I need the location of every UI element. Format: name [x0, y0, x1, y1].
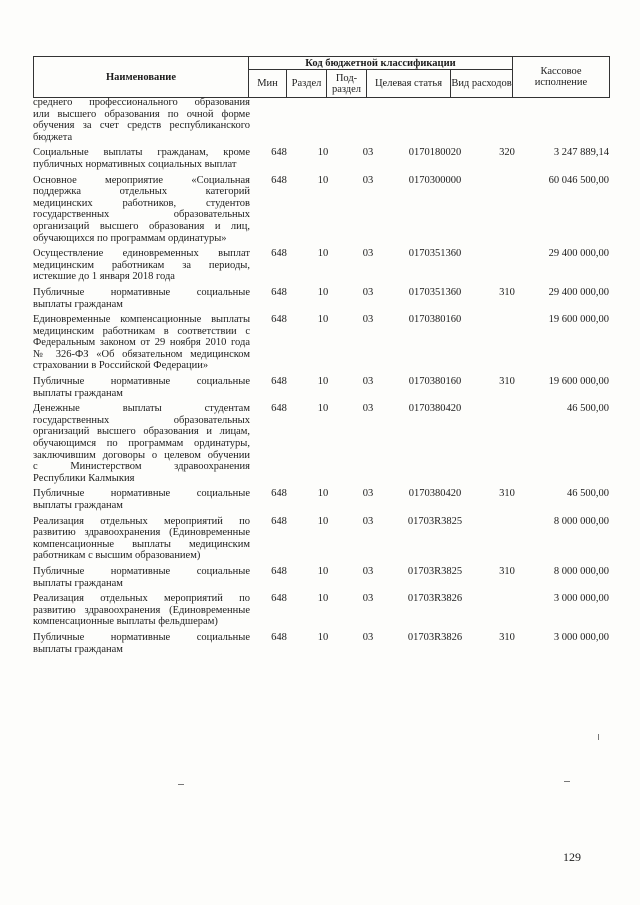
- row-name-line: компенсационные выплаты медицинским: [33, 538, 250, 550]
- table-row: [33, 97, 609, 143]
- row-section: 10: [317, 488, 329, 500]
- row-target-article: 0170380420: [408, 488, 462, 500]
- scan-speck: [178, 784, 184, 785]
- row-name-line: среднего профессионального образования: [33, 97, 250, 108]
- row-min: 648: [271, 286, 287, 298]
- row-name-line: заключившим договоры о целевом обучении: [33, 449, 250, 461]
- row-amount: 3 000 000,00: [553, 593, 609, 605]
- row-target-article: 0170180020: [408, 147, 462, 159]
- row-section: 10: [317, 376, 329, 388]
- row-min: 648: [271, 631, 287, 643]
- row-target-article: 0170380160: [408, 376, 462, 388]
- scan-speck: [598, 734, 599, 740]
- row-min: 648: [271, 593, 287, 605]
- row-min: 648: [271, 314, 287, 326]
- row-name-line: выплаты гражданам: [33, 577, 123, 589]
- row-section: 10: [317, 147, 329, 159]
- row-target-article: 01703R3826: [407, 631, 463, 643]
- row-name-line: обучающимся по программам ординатуры,: [33, 438, 250, 450]
- row-name-line: Единовременные компенсационные выплаты: [33, 314, 250, 326]
- page-number: 129: [563, 850, 581, 864]
- row-section: 10: [317, 174, 329, 186]
- row-target-article: 01703R3826: [407, 593, 463, 605]
- row-subsection: 03: [362, 248, 374, 260]
- row-subsection: 03: [362, 174, 374, 186]
- row-name-line: медицинским работникам за периоды,: [33, 259, 250, 271]
- row-name-line: государственных образовательных: [33, 414, 250, 426]
- row-name-line: Реализация отдельных мероприятий по: [33, 593, 250, 605]
- row-target-article: 0170351360: [408, 248, 462, 260]
- row-name: [33, 248, 250, 283]
- row-name-line: организаций высшего образования и лиц,: [33, 220, 250, 232]
- row-section: 10: [317, 286, 329, 298]
- row-name-line: публичных нормативных социальных выплат: [33, 158, 237, 170]
- row-amount: 3 247 889,14: [553, 147, 609, 159]
- row-name-line: государственных образовательных: [33, 209, 250, 221]
- row-name: [33, 175, 250, 245]
- row-min: 648: [271, 403, 287, 415]
- row-name-line: выплаты гражданам: [33, 643, 123, 655]
- row-amount: 46 500,00: [567, 488, 609, 500]
- row-name-line: медицинским работникам в соответствии с: [33, 325, 250, 337]
- row-target-article: 01703R3825: [407, 565, 463, 577]
- row-subsection: 03: [362, 403, 374, 415]
- column-header-min: Мин: [249, 70, 287, 98]
- row-amount: 8 000 000,00: [553, 515, 609, 527]
- row-name-line: с Министерством здравоохранения: [33, 461, 250, 473]
- row-target-article: 0170380420: [408, 403, 462, 415]
- row-name-line: компенсационные выплаты фельдшерам): [33, 616, 218, 628]
- row-name-line: Денежные выплаты студентам: [33, 403, 250, 415]
- row-name-line: № 326-ФЗ «Об обязательном медицинском: [33, 348, 250, 360]
- table-row: [33, 632, 609, 655]
- table-row: [33, 376, 609, 399]
- row-subsection: 03: [362, 286, 374, 298]
- row-target-article: 0170351360: [408, 286, 462, 298]
- row-name-line: Основное мероприятие «Социальная: [33, 174, 250, 186]
- row-target-article: 0170380160: [408, 314, 462, 326]
- row-name: [33, 516, 250, 562]
- row-subsection: 03: [362, 147, 374, 159]
- row-expense-type: 310: [499, 565, 515, 577]
- column-group-budget-code: Код бюджетной классификации: [249, 57, 513, 70]
- row-section: 10: [317, 403, 329, 415]
- row-min: 648: [271, 248, 287, 260]
- row-min: 648: [271, 174, 287, 186]
- row-name-line: Республики Калмыкия: [33, 472, 135, 484]
- table-row: [33, 248, 609, 283]
- row-expense-type: 310: [499, 488, 515, 500]
- row-expense-type: 310: [499, 376, 515, 388]
- row-name-line: медицинских работников, студентов: [33, 197, 250, 209]
- row-name-line: обучения за счет средств республиканского: [33, 120, 250, 132]
- row-name-line: Социальные выплаты гражданам, кроме: [33, 147, 250, 159]
- row-amount: 19 600 000,00: [548, 376, 609, 388]
- row-name-line: Публичные нормативные социальные: [33, 488, 250, 500]
- row-section: 10: [317, 593, 329, 605]
- row-min: 648: [271, 515, 287, 527]
- row-subsection: 03: [362, 515, 374, 527]
- row-name: [33, 376, 250, 399]
- row-amount: 3 000 000,00: [553, 631, 609, 643]
- table-row: [33, 287, 609, 310]
- table-row: [33, 314, 609, 372]
- row-amount: 19 600 000,00: [548, 314, 609, 326]
- row-section: 10: [317, 631, 329, 643]
- row-name-line: Публичные нормативные социальные: [33, 565, 250, 577]
- row-section: 10: [317, 248, 329, 260]
- row-section: 10: [317, 314, 329, 326]
- row-name-line: организаций высшего образования и лицам,: [33, 426, 250, 438]
- table-row: [33, 516, 609, 562]
- row-name: [33, 488, 250, 511]
- row-name-line: выплаты гражданам: [33, 298, 123, 310]
- row-amount: 8 000 000,00: [553, 565, 609, 577]
- row-name-line: выплаты гражданам: [33, 500, 123, 511]
- row-amount: 29 400 000,00: [548, 248, 609, 260]
- row-name-line: страховании в Российской Федерации»: [33, 360, 209, 372]
- table-body: [33, 97, 609, 659]
- scan-speck: [564, 781, 570, 782]
- table-row: [33, 175, 609, 245]
- row-subsection: 03: [362, 631, 374, 643]
- table-row: [33, 566, 609, 589]
- row-expense-type: 310: [499, 631, 515, 643]
- row-section: 10: [317, 515, 329, 527]
- row-name-line: поддержка отдельных категорий: [33, 186, 250, 198]
- column-header-target-article: Целевая статья: [367, 70, 451, 98]
- row-name-line: Реализация отдельных мероприятий по: [33, 515, 250, 527]
- row-name-line: Публичные нормативные социальные: [33, 631, 250, 643]
- row-subsection: 03: [362, 314, 374, 326]
- row-name-line: бюджета: [33, 131, 73, 143]
- column-header-cash-execution: Кассовое исполнение: [513, 57, 610, 98]
- row-name-line: работникам с высшим образованием): [33, 550, 201, 562]
- row-name-line: или высшего образования по очной форме: [33, 108, 250, 120]
- row-name-line: истекшие до 1 января 2018 года: [33, 271, 175, 283]
- row-expense-type: 320: [499, 147, 515, 159]
- table-header: [33, 56, 610, 98]
- row-name-line: Публичные нормативные социальные: [33, 286, 250, 298]
- row-name: [33, 314, 250, 372]
- column-header-subsection: Под-раздел: [327, 70, 367, 98]
- row-subsection: 03: [362, 565, 374, 577]
- table-row: [33, 488, 609, 511]
- row-section: 10: [317, 565, 329, 577]
- row-name: [33, 287, 250, 310]
- row-amount: 46 500,00: [567, 403, 609, 415]
- row-name: [33, 147, 250, 170]
- row-amount: 29 400 000,00: [548, 286, 609, 298]
- row-name: [33, 97, 250, 143]
- column-header-expense-type: Вид расходов: [451, 70, 513, 98]
- row-expense-type: 310: [499, 286, 515, 298]
- row-name: [33, 566, 250, 589]
- row-name-line: развитию здравоохранения (Единовременные: [33, 527, 250, 539]
- table-row: [33, 403, 609, 484]
- row-min: 648: [271, 147, 287, 159]
- row-amount: 60 046 500,00: [548, 174, 609, 186]
- row-min: 648: [271, 488, 287, 500]
- row-name: [33, 403, 250, 484]
- row-name: [33, 632, 250, 655]
- row-name-line: Осуществление единовременных выплат: [33, 248, 250, 260]
- row-name-line: развитию здравоохранения (Единовременные: [33, 604, 250, 616]
- row-min: 648: [271, 376, 287, 388]
- column-header-name: Наименование: [34, 57, 249, 98]
- row-name-line: выплаты гражданам: [33, 387, 123, 399]
- row-min: 648: [271, 565, 287, 577]
- row-name: [33, 593, 250, 628]
- table-row: [33, 147, 609, 170]
- row-target-article: 01703R3825: [407, 515, 463, 527]
- row-subsection: 03: [362, 593, 374, 605]
- row-subsection: 03: [362, 488, 374, 500]
- table-row: [33, 593, 609, 628]
- column-header-section: Раздел: [287, 70, 327, 98]
- row-subsection: 03: [362, 376, 374, 388]
- row-name-line: обучающихся по программам ординатуры»: [33, 232, 227, 244]
- row-name-line: Федеральным законом от 29 ноября 2010 года: [33, 337, 250, 349]
- row-name-line: Публичные нормативные социальные: [33, 376, 250, 388]
- row-target-article: 0170300000: [408, 174, 462, 186]
